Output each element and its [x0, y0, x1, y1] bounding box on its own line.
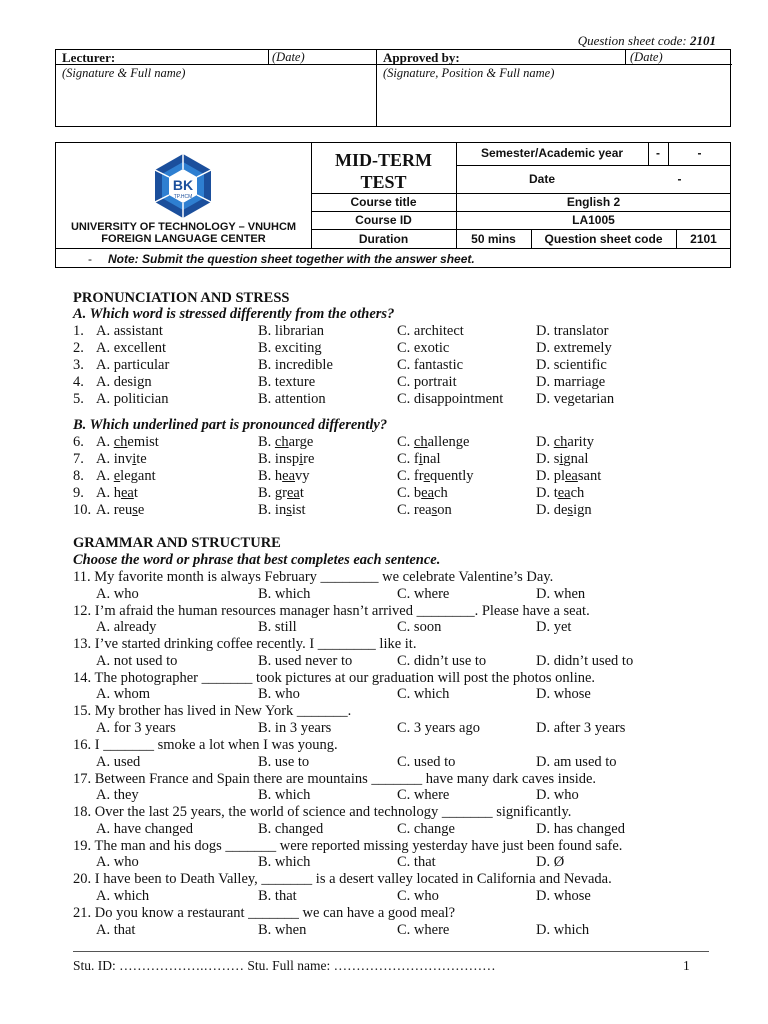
question-number: 9. — [73, 485, 84, 501]
option-c: C. reason — [397, 502, 452, 518]
option-a: A. for 3 years — [96, 719, 176, 736]
underlined-part: ea — [120, 485, 134, 501]
option-b: B. heavy — [258, 468, 310, 484]
underlined-part: e — [423, 468, 431, 484]
option-b: B. which — [258, 854, 311, 871]
qcode-value: 2101 — [690, 232, 717, 246]
underlined-part: ea — [557, 485, 571, 501]
option-a: A. heat — [96, 485, 138, 501]
exam-info-table — [55, 142, 731, 268]
grammar-question-text: 16. I _______ smoke a lot when I was young. — [73, 737, 338, 753]
approved-label: Approved by: — [383, 50, 460, 65]
option-c: C. soon — [397, 619, 442, 636]
part-a-instruction: A. Which word is stressed differently from the others? — [73, 306, 395, 322]
underlined-part: s — [132, 502, 138, 518]
part-b-instruction: B. Which underlined part is pronounced differently? — [73, 417, 388, 433]
question-sheet-code — [578, 33, 716, 49]
option-d: D. scientific — [536, 357, 607, 373]
option-a: A. who — [96, 854, 139, 871]
question-number: 4. — [73, 374, 84, 390]
section-grammar-title: GRAMMAR AND STRUCTURE — [73, 535, 281, 551]
option-b: B. when — [258, 921, 307, 938]
option-d: D. design — [536, 502, 592, 518]
option-d: D. who — [536, 787, 579, 804]
underlined-part: ch — [413, 434, 428, 450]
exam-title — [311, 149, 456, 193]
lecturer-label: Lecturer: — [62, 50, 116, 65]
option-c: C. 3 years ago — [397, 719, 480, 736]
option-d: D. am used to — [536, 753, 617, 770]
question-number: 3. — [73, 357, 84, 373]
option-d: D. when — [536, 585, 586, 602]
option-a: A. who — [96, 585, 139, 602]
grammar-instruction: Choose the word or phrase that best completes each sentence. — [73, 552, 441, 568]
underlined-part: e — [113, 468, 121, 484]
option-c: C. exotic — [397, 340, 450, 356]
code-label: Question sheet code: — [577, 33, 687, 48]
option-a: A. which — [96, 887, 150, 904]
option-c: C. disappointment — [397, 391, 504, 407]
option-a: A. they — [96, 787, 139, 804]
option-a: A. particular — [96, 357, 170, 373]
course-id-label: Course ID — [355, 213, 412, 227]
note-dash: - — [88, 252, 92, 266]
underlined-part: ch — [553, 434, 568, 450]
option-d: D. pleasant — [536, 468, 602, 484]
option-d: D. yet — [536, 619, 572, 636]
grammar-question-text: 11. My favorite month is always February ________ we celebrate Valentine’s Day. — [73, 569, 554, 585]
option-c: C. that — [397, 854, 436, 871]
option-b: B. exciting — [258, 340, 322, 356]
question-number: 7. — [73, 451, 84, 467]
option-b: B. which — [258, 787, 311, 804]
option-c: C. change — [397, 820, 455, 837]
option-c: C. architect — [397, 323, 464, 339]
course-title-label: Course title — [350, 195, 417, 209]
option-b: B. that — [258, 887, 297, 904]
option-b: B. use to — [258, 753, 310, 770]
logo-subtext: TP.HCM — [173, 194, 193, 200]
option-c: C. frequently — [397, 468, 474, 484]
option-a: A. not used to — [96, 652, 178, 669]
option-d: D. whose — [536, 887, 591, 904]
option-c: C. where — [397, 921, 450, 938]
underlined-part: i — [299, 451, 304, 467]
underlined-part: i — [132, 451, 137, 467]
option-b: B. changed — [258, 820, 324, 837]
option-b: B. attention — [258, 391, 326, 407]
underlined-part: s — [431, 502, 438, 518]
center-name: FOREIGN LANGUAGE CENTER — [101, 233, 266, 245]
option-a: A. used — [96, 753, 141, 770]
option-d: D. which — [536, 921, 590, 938]
option-d: D. after 3 years — [536, 719, 626, 736]
option-a: A. reuse — [96, 502, 145, 518]
exam-title-line1: MID-TERM — [335, 150, 432, 170]
grammar-question-text: 18. Over the last 25 years, the world of science and technology _______ significantly. — [73, 804, 572, 821]
footer-divider — [73, 951, 709, 952]
grammar-question-text: 19. The man and his dogs _______ were reported missing yesterday have just been found safe. — [73, 837, 623, 854]
duration-label: Duration — [358, 232, 409, 246]
question-number: 10. — [73, 502, 92, 518]
option-b: B. used never to — [258, 652, 353, 669]
option-c: C. fantastic — [397, 357, 464, 373]
course-title-value: English 2 — [566, 195, 621, 209]
grammar-question-text: 20. I have been to Death Valley, _______ is a desert valley located in California and Nevada. — [73, 871, 612, 888]
lecturer-signature-hint: (Signature & Full name) — [62, 66, 186, 80]
approved-date: (Date) — [630, 50, 663, 64]
option-a: A. have changed — [96, 820, 194, 837]
option-a: A. already — [96, 619, 157, 636]
semester-label: Semester/Academic year — [480, 146, 624, 160]
option-c: C. where — [397, 787, 450, 804]
lecturer-date: (Date) — [272, 50, 305, 64]
semester-value-1: - — [656, 146, 660, 160]
option-b: B. incredible — [258, 357, 333, 373]
underlined-part: ea — [282, 468, 296, 484]
option-c: C. where — [397, 585, 450, 602]
grammar-question-text: 17. Between France and Spain there are mountains _______ have many dark caves inside. — [73, 770, 597, 787]
option-b: B. inspire — [258, 451, 315, 467]
option-c: C. challenge — [397, 434, 470, 450]
option-d: D. marriage — [536, 374, 606, 390]
question-number: 2. — [73, 340, 84, 356]
option-a: A. invite — [96, 451, 147, 467]
option-a: A. design — [96, 374, 152, 390]
semester-value-2: - — [697, 146, 702, 160]
section-pronunciation-title: PRONUNCIATION AND STRESS — [73, 290, 290, 306]
option-c: C. which — [397, 686, 450, 703]
university-logo — [150, 153, 216, 219]
course-id-value: LA1005 — [572, 213, 615, 227]
option-a: A. excellent — [96, 340, 167, 356]
option-b: B. in 3 years — [258, 719, 332, 736]
option-d: D. charity — [536, 434, 594, 450]
option-c: C. who — [397, 887, 439, 904]
underlined-part: ch — [113, 434, 128, 450]
option-a: A. politician — [96, 391, 169, 407]
question-number: 6. — [73, 434, 84, 450]
option-d: D. vegetarian — [536, 391, 615, 407]
question-number: 8. — [73, 468, 84, 484]
exam-title-line2: TEST — [360, 172, 407, 192]
option-c: C. portrait — [397, 374, 457, 390]
approved-signature-hint: (Signature, Position & Full name) — [383, 66, 555, 80]
option-c: C. beach — [397, 485, 448, 501]
qcode-label: Question sheet code — [544, 232, 663, 246]
option-b: B. insist — [258, 502, 306, 518]
option-a: A. chemist — [96, 434, 159, 450]
underlined-part: i — [559, 451, 564, 467]
option-d: D. extremely — [536, 340, 612, 356]
underlined-part: i — [418, 451, 423, 467]
page-number: 1 — [683, 958, 690, 973]
grammar-question-text: 12. I’m afraid the human resources manager hasn’t arrived ________. Please have a seat. — [73, 602, 590, 619]
option-a: A. whom — [96, 686, 150, 703]
option-b: B. librarian — [258, 323, 325, 339]
underlined-part: s — [567, 502, 574, 518]
date-value: - — [677, 172, 682, 186]
duration-value: 50 mins — [471, 232, 516, 246]
option-c: C. didn’t use to — [397, 652, 487, 669]
question-number: 5. — [73, 391, 84, 407]
underlined-part: ea — [421, 485, 435, 501]
option-b: B. who — [258, 686, 300, 703]
underlined-part: s — [286, 502, 292, 518]
question-number: 1. — [73, 323, 84, 339]
code-value: 2101 — [690, 33, 716, 48]
option-d: D. Ø — [536, 854, 565, 871]
underlined-part: ea — [565, 468, 578, 484]
option-d: D. didn’t used to — [536, 652, 634, 669]
approval-table — [55, 49, 731, 127]
university-name: UNIVERSITY OF TECHNOLOGY – VNUHCM — [70, 221, 297, 233]
underlined-part: ea — [287, 485, 300, 501]
option-b: B. still — [258, 619, 297, 636]
option-a: A. elegant — [96, 468, 156, 484]
note-text: Note: Submit the question sheet together with the answer sheet. — [108, 252, 475, 266]
option-a: A. that — [96, 921, 136, 938]
option-d: D. translator — [536, 323, 609, 339]
grammar-question-text: 13. I’ve started drinking coffee recently. I ________ like it. — [73, 636, 417, 653]
option-b: B. which — [258, 585, 311, 602]
date-label: Date — [528, 172, 555, 186]
student-info-line: Stu. ID: ……………….……… Stu. Full name: ……………………………… — [73, 958, 496, 973]
option-b: B. great — [258, 485, 304, 501]
underlined-part: ch — [274, 434, 289, 450]
option-c: C. final — [397, 451, 441, 467]
option-c: C. used to — [397, 753, 456, 770]
grammar-question-text: 14. The photographer _______ took pictures at our graduation will post the photos online. — [73, 669, 596, 686]
option-d: D. has changed — [536, 820, 625, 837]
option-b: B. charge — [258, 434, 314, 450]
logo-text: BK — [172, 177, 194, 193]
option-a: A. assistant — [96, 323, 163, 339]
option-d: D. teach — [536, 485, 585, 501]
grammar-question-text: 15. My brother has lived in New York _______. — [73, 703, 352, 720]
option-b: B. texture — [258, 374, 316, 390]
option-d: D. whose — [536, 686, 591, 703]
option-d: D. signal — [536, 451, 589, 467]
grammar-question-text: 21. Do you know a restaurant _______ we can have a good meal? — [73, 905, 456, 921]
